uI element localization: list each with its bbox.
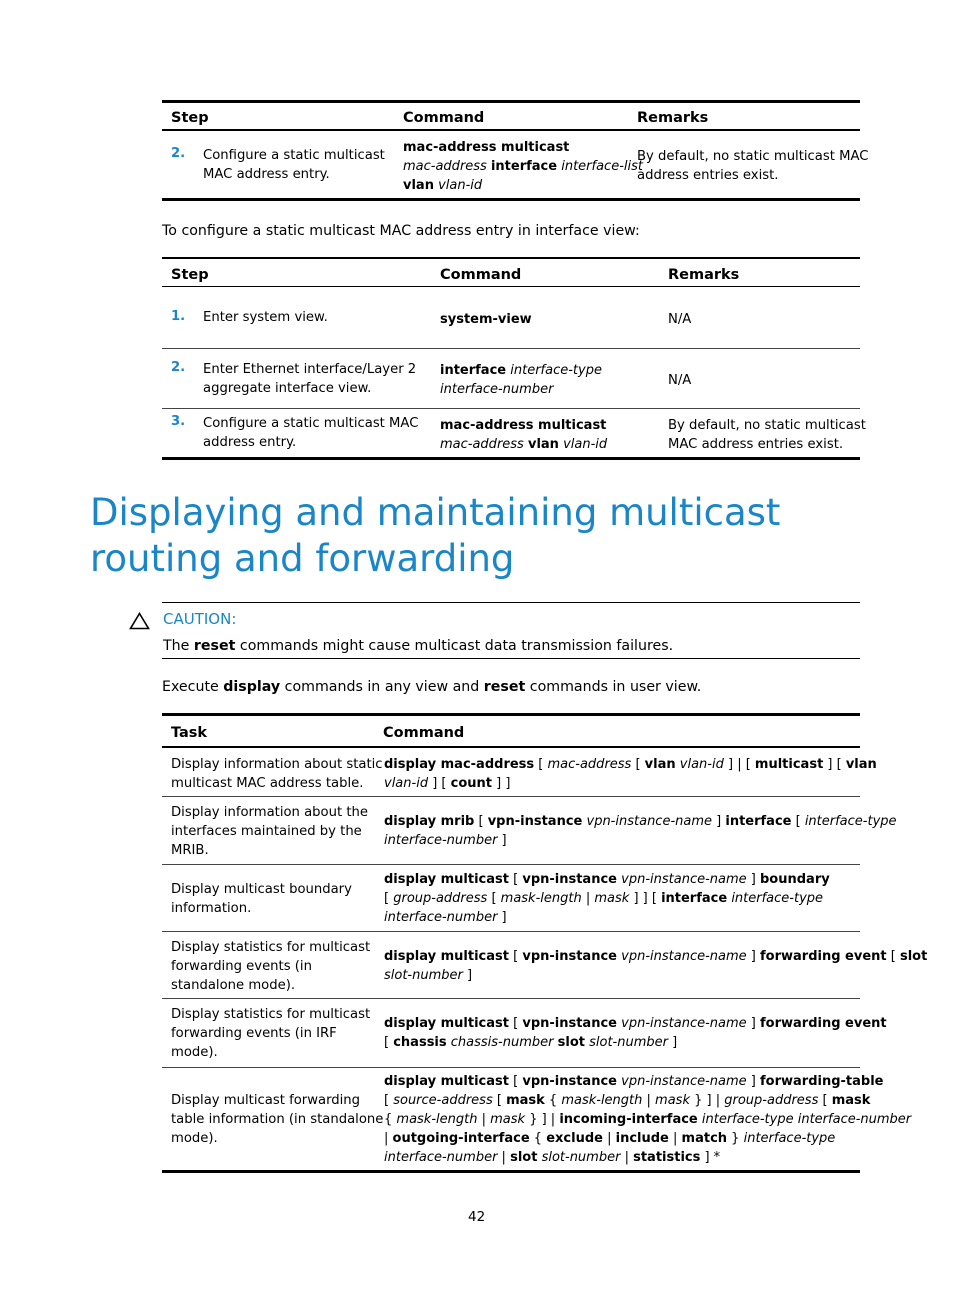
- table2-row1-command: system-view: [440, 312, 532, 327]
- table2-row2-remarks: N/A: [668, 373, 692, 388]
- table2-row3-remarks: By default, no static multicast MAC address entries exist.: [668, 418, 866, 452]
- command-token: boundary: [760, 872, 830, 887]
- command-token: chassis: [393, 1035, 447, 1050]
- table3-task-cell: [171, 938, 370, 995]
- table1-remarks: By default, no static multicast MAC address entries exist.: [637, 149, 869, 183]
- command-token: ]: [497, 833, 507, 848]
- table1-command: mac-address multicast mac-address interface interface-list vlan vlan-id: [403, 140, 643, 193]
- table3-task-line: Display statistics for multicast: [171, 940, 371, 955]
- command-token: [: [534, 757, 548, 772]
- table3-command-line: [384, 774, 877, 793]
- command-token: multicast: [754, 757, 824, 772]
- command-token: mask-length: [396, 1112, 478, 1127]
- table2-top-rule: [162, 257, 860, 259]
- command-token: vpn-instance-name: [621, 1074, 747, 1089]
- command-token: [: [384, 1035, 394, 1050]
- table3-command-cell: [384, 1014, 887, 1052]
- table3-command-cell: [384, 812, 897, 850]
- command-token: vpn-instance-name: [621, 1016, 747, 1031]
- table3-task-line: interfaces maintained by the: [171, 824, 362, 839]
- page-number: 42: [468, 1209, 486, 1225]
- command-token: [: [492, 1093, 507, 1108]
- table3-task-cell: [171, 755, 383, 793]
- table3-header-task: Task: [171, 725, 208, 741]
- command-token: display multicast: [384, 949, 509, 964]
- command-token: display mac-address: [384, 757, 535, 772]
- command-token: forwarding-table: [760, 1074, 884, 1089]
- intro-display-reset: Execute display commands in any view and reset commands in user view.: [162, 679, 702, 695]
- table3-task-cell: [171, 1091, 383, 1148]
- command-token: ] *: [700, 1150, 721, 1165]
- table3-command-line: [384, 1014, 887, 1033]
- table3-command-line: [384, 755, 877, 774]
- command-token: |: [581, 891, 595, 906]
- command-token: interface-number: [384, 910, 498, 925]
- command-token: vpn-instance: [522, 872, 617, 887]
- command-token: [: [631, 757, 645, 772]
- command-token: interface-type: [743, 1131, 836, 1146]
- table3-command-line: [384, 1148, 911, 1167]
- table3-task-line: Display statistics for multicast: [171, 1007, 371, 1022]
- command-token: mask-length: [561, 1093, 643, 1108]
- table3-task-line: forwarding events (in: [171, 959, 312, 974]
- command-token: outgoing-interface: [392, 1131, 530, 1146]
- command-token: |: [497, 1150, 511, 1165]
- table2-row1-number: 1.: [171, 309, 186, 324]
- command-token: [: [384, 1093, 394, 1108]
- command-token: exclude: [546, 1131, 603, 1146]
- command-token: mask: [506, 1093, 545, 1108]
- table3-command-line: [384, 966, 927, 985]
- table2-row3-step: Configure a static multicast MAC address entry.: [203, 416, 419, 450]
- command-token: ]: [497, 910, 507, 925]
- table2-header-remarks: Remarks: [668, 267, 740, 283]
- table1-header-remarks: Remarks: [637, 110, 709, 126]
- command-token: |: [602, 1131, 616, 1146]
- command-token: ]: [746, 872, 760, 887]
- command-token: mask: [655, 1093, 690, 1108]
- command-token: display multicast: [384, 1016, 509, 1031]
- table3-task-line: Display multicast boundary: [171, 882, 352, 897]
- command-token: vlan: [644, 757, 676, 772]
- table2-row1-step: Enter system view.: [203, 310, 328, 325]
- command-token: ] ]: [492, 776, 511, 791]
- command-token: display mrib: [384, 814, 475, 829]
- table3-top-rule: [162, 713, 860, 716]
- table3-task-line: table information (in standalone: [171, 1112, 384, 1127]
- table3-header-command: Command: [383, 725, 465, 741]
- table2-header-command: Command: [440, 267, 522, 283]
- table3-command-line: [384, 870, 830, 889]
- command-token: [: [886, 949, 900, 964]
- table2-row-rule: [162, 408, 860, 409]
- command-token: [: [384, 891, 394, 906]
- command-token: |: [620, 1150, 634, 1165]
- table3-command-line: [384, 947, 927, 966]
- command-token: {: [529, 1131, 547, 1146]
- table3-command-line: [384, 1091, 911, 1110]
- command-token: vpn-instance: [522, 1016, 617, 1031]
- command-token: ]: [462, 968, 473, 983]
- command-token: slot: [557, 1035, 585, 1050]
- table1-top-rule: [162, 100, 860, 103]
- table3-task-line: Display information about the: [171, 805, 368, 820]
- command-token: statistics: [633, 1150, 701, 1165]
- command-token: match: [681, 1131, 728, 1146]
- command-token: vpn-instance-name: [586, 814, 713, 829]
- table2-row2-command: interface interface-type interface-number: [440, 363, 602, 397]
- table3-task-line: mode).: [171, 1131, 218, 1146]
- table3-command-cell: [384, 947, 927, 985]
- command-token: ] [: [428, 776, 451, 791]
- table3-task-cell: [171, 880, 352, 918]
- intro-interface-view: To configure a static multicast MAC address entry in interface view:: [162, 223, 640, 239]
- command-token: forwarding event: [760, 1016, 887, 1031]
- command-token: [: [509, 1016, 523, 1031]
- table2-row1-remarks: N/A: [668, 312, 692, 327]
- command-token: |: [384, 1131, 393, 1146]
- command-token: display multicast: [384, 1074, 509, 1089]
- command-token: } ] |: [525, 1112, 560, 1127]
- caution-triangle-icon: [129, 612, 150, 630]
- command-token: ]: [746, 949, 760, 964]
- command-token: interface-number: [384, 833, 498, 848]
- table3-task-line: multicast MAC address table.: [171, 776, 364, 791]
- command-token: chassis-number: [450, 1035, 554, 1050]
- table3-command-cell: [384, 755, 877, 793]
- command-token: count: [450, 776, 492, 791]
- table1-bottom-rule: [162, 198, 860, 201]
- table3-task-line: Display information about static: [171, 757, 383, 772]
- command-token: mask: [594, 891, 630, 906]
- command-token: [: [487, 891, 501, 906]
- table3-row-rule: [162, 931, 860, 932]
- table3-row-rule: [162, 796, 860, 797]
- section-heading: Displaying and maintaining multicast routing and forwarding: [90, 491, 781, 580]
- command-token: |: [668, 1131, 682, 1146]
- command-token: ] | [: [723, 757, 755, 772]
- command-token: interface-type: [804, 814, 897, 829]
- command-token: interface: [725, 814, 792, 829]
- command-token: [: [474, 814, 488, 829]
- caution-text: The reset commands might cause multicast data transmission failures.: [163, 638, 674, 654]
- command-token: mask-length: [500, 891, 582, 906]
- table3-task-line: forwarding events (in IRF: [171, 1026, 337, 1041]
- command-token: [: [509, 872, 523, 887]
- command-token: group-address: [393, 891, 488, 906]
- command-token: slot-number: [384, 968, 463, 983]
- command-token: include: [615, 1131, 669, 1146]
- table3-task-cell: [171, 1005, 370, 1062]
- command-token: {: [544, 1093, 562, 1108]
- command-token: [: [509, 1074, 523, 1089]
- caution-label: CAUTION:: [163, 610, 237, 628]
- command-token: interface-type: [731, 891, 824, 906]
- command-token: [: [509, 949, 523, 964]
- table3-command-line: [384, 831, 897, 850]
- table1-header-command: Command: [403, 110, 485, 126]
- command-token: ]: [746, 1016, 760, 1031]
- command-token: forwarding event: [760, 949, 887, 964]
- table3-command-line: [384, 1110, 911, 1129]
- command-token: ]: [746, 1074, 760, 1089]
- table1-header-step: Step: [171, 110, 209, 126]
- command-token: mac-address: [547, 757, 632, 772]
- table3-command-line: [384, 1072, 911, 1091]
- command-token: slot-number: [541, 1150, 621, 1165]
- table1-step-number: 2.: [171, 146, 186, 161]
- table3-row-rule: [162, 864, 860, 865]
- command-token: vpn-instance-name: [621, 872, 747, 887]
- command-token: ]: [667, 1035, 678, 1050]
- table2-header-rule: [162, 286, 860, 287]
- table3-command-line: [384, 908, 830, 927]
- command-token: slot: [899, 949, 928, 964]
- table3-task-line: standalone mode).: [171, 978, 296, 993]
- command-token: [: [791, 814, 805, 829]
- command-token: display multicast: [384, 872, 509, 887]
- command-token: slot-number: [589, 1035, 668, 1050]
- table3-command-line: [384, 812, 897, 831]
- command-token: vlan-id: [384, 776, 429, 791]
- table3-task-cell: [171, 803, 368, 860]
- command-token: {: [384, 1112, 397, 1127]
- command-token: vpn-instance: [522, 1074, 617, 1089]
- command-token: interface: [661, 891, 728, 906]
- command-token: incoming-interface: [559, 1112, 698, 1127]
- command-token: vpn-instance-name: [621, 949, 747, 964]
- caution-bottom-rule: [162, 658, 860, 659]
- table3-task-line: Display multicast forwarding: [171, 1093, 361, 1108]
- command-token: |: [477, 1112, 491, 1127]
- table3-bottom-rule: [162, 1170, 860, 1173]
- table2-header-step: Step: [171, 267, 209, 283]
- command-token: ] ] [: [629, 891, 662, 906]
- command-token: slot: [510, 1150, 538, 1165]
- table3-command-line: [384, 1033, 887, 1052]
- command-token: vpn-instance: [487, 814, 583, 829]
- command-token: }: [727, 1131, 744, 1146]
- table2-row3-number: 3.: [171, 414, 186, 429]
- command-token: vpn-instance: [522, 949, 617, 964]
- table2-row3-command: mac-address multicast mac-address vlan vlan-id: [440, 418, 608, 452]
- table2-row2-step: Enter Ethernet interface/Layer 2 aggregate interface view.: [203, 362, 417, 396]
- table3-row-rule: [162, 998, 860, 999]
- table3-header-rule: [162, 746, 860, 748]
- command-token: } ] |: [689, 1093, 725, 1108]
- table1-step-text: Configure a static multicast MAC address entry.: [203, 148, 385, 182]
- command-token: vlan-id: [679, 757, 724, 772]
- table3-task-line: information.: [171, 901, 252, 916]
- table3-task-line: mode).: [171, 1045, 218, 1060]
- table3-task-line: MRIB.: [171, 843, 209, 858]
- caution-top-rule: [162, 602, 860, 603]
- table3-command-line: [384, 1129, 911, 1148]
- table1-header-rule: [162, 129, 860, 131]
- table3-command-line: [384, 889, 830, 908]
- command-token: |: [642, 1093, 656, 1108]
- table3-command-cell: [384, 1072, 911, 1167]
- table2-row-rule: [162, 348, 860, 349]
- table3-command-cell: [384, 870, 830, 927]
- table2-bottom-rule: [162, 457, 860, 460]
- command-token: ]: [712, 814, 726, 829]
- command-token: mask: [490, 1112, 526, 1127]
- command-token: ] [: [823, 757, 846, 772]
- command-token: mask: [831, 1093, 871, 1108]
- command-token: group-address: [724, 1093, 819, 1108]
- table3-row-rule: [162, 1067, 860, 1068]
- table2-row2-number: 2.: [171, 360, 186, 375]
- command-token: source-address: [393, 1093, 493, 1108]
- command-token: [: [818, 1093, 832, 1108]
- command-token: interface-type interface-number: [701, 1112, 912, 1127]
- command-token: interface-number: [384, 1150, 498, 1165]
- command-token: vlan: [845, 757, 877, 772]
